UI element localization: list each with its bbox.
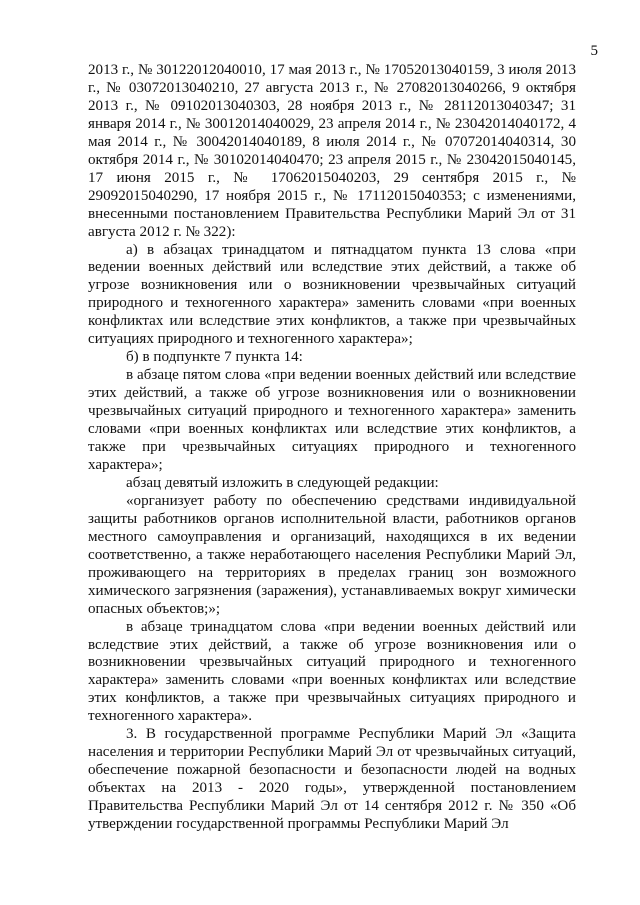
paragraph-ninth-abzats-intro: абзац девятый изложить в следующей редакции: (126, 474, 439, 491)
paragraph-fifth-abzats: в абзаце пятом слова «при ведении военных действий или вследствие этих действий, а также об угрозе возникновения или о возникновении чрезвычайных ситуаций природного и техногенного характера» заменить словами «при военных конфликтах или вследствие этих конфликтов, а также при чрезвычайных ситуациях природного и техногенного характера»; (88, 367, 576, 473)
paragraph-subitem-b: б) в подпункте 7 пункта 14: (126, 349, 303, 366)
page-number: 5 (590, 43, 598, 59)
paragraph-subitem-a: а) в абзацах тринадцатом и пятнадцатом пункта 13 слова «при ведении военных действий или вследствие этих действий, а также об угрозе возникновения или о возникновении чрезвычайных ситуаций природного и техногенного характера» заменить словами «при военных конфликтах или вследствие этих конфликтов, а также при чрезвычайных ситуациях природного и техногенного характера»; (88, 241, 576, 348)
paragraph-ninth-abzats-text: «организует работу по обеспечению средствами индивидуальной защиты работников органов исполнительной власти, работников органов местного самоуправления и организаций, находящихся в их ведении соответственно, а также неработающего населения Республики Марий Эл, проживающего на территориях в пределах границ зон возможного химического загрязнения (заражения), устанавливаемых вокруг химически опасных объектов;»; (88, 492, 576, 617)
paragraph-item-3: 3. В государственной программе Республики Марий Эл «Защита населения и территории Республики Марий Эл от чрезвычайных ситуаций, обеспечение пожарной безопасности и безопасности людей на водных объектах на 2013 - 2020 годы», утвержденной постановлением Правительства Республики Марий Эл от 14 сентября 2012 г. № 350 «Об утверждении государственной программы Республики Марий Эл (88, 726, 576, 833)
paragraph-amendment-list: 2013 г., № 30122012040010, 17 мая 2013 г., № 17052013040159, 3 июля 2013 г., № 03072013040210, 27 августа 2013 г., № 27082013040266, 9 октября 2013 г., № 09102013040303, 28 ноября 2013 г., № 28112013040347; 31 января 2014 г., № 30012014040029, 23 апреля 2014 г., № 23042014040172, 4 мая 2014 г., № 30042014040189, 8 июля 2014 г., № 07072014040314, 30 октября 2014 г., № 30102014040470; 23 апреля 2015 г., № 23042015040145, 17 июня 2015 г., № 17062015040203, 29 сентября 2015 г., № 29092015040290, 17 ноября 2015 г., № 17112015040353; с изменениями, внесенными постановлением Правительства Республики Марий Эл от 31 августа 2012 г. № 322): (88, 62, 576, 240)
paragraph-thirteenth-abzats: в абзаце тринадцатом слова «при ведении военных действий или вследствие этих действий, а также об угрозе возникновения или о возникновении чрезвычайных ситуаций природного и техногенного характера» заменить словами «при военных конфликтах или вследствие этих конфликтов, а также при чрезвычайных ситуациях природного и техногенного характера». (88, 618, 576, 725)
document-body (88, 62, 576, 834)
